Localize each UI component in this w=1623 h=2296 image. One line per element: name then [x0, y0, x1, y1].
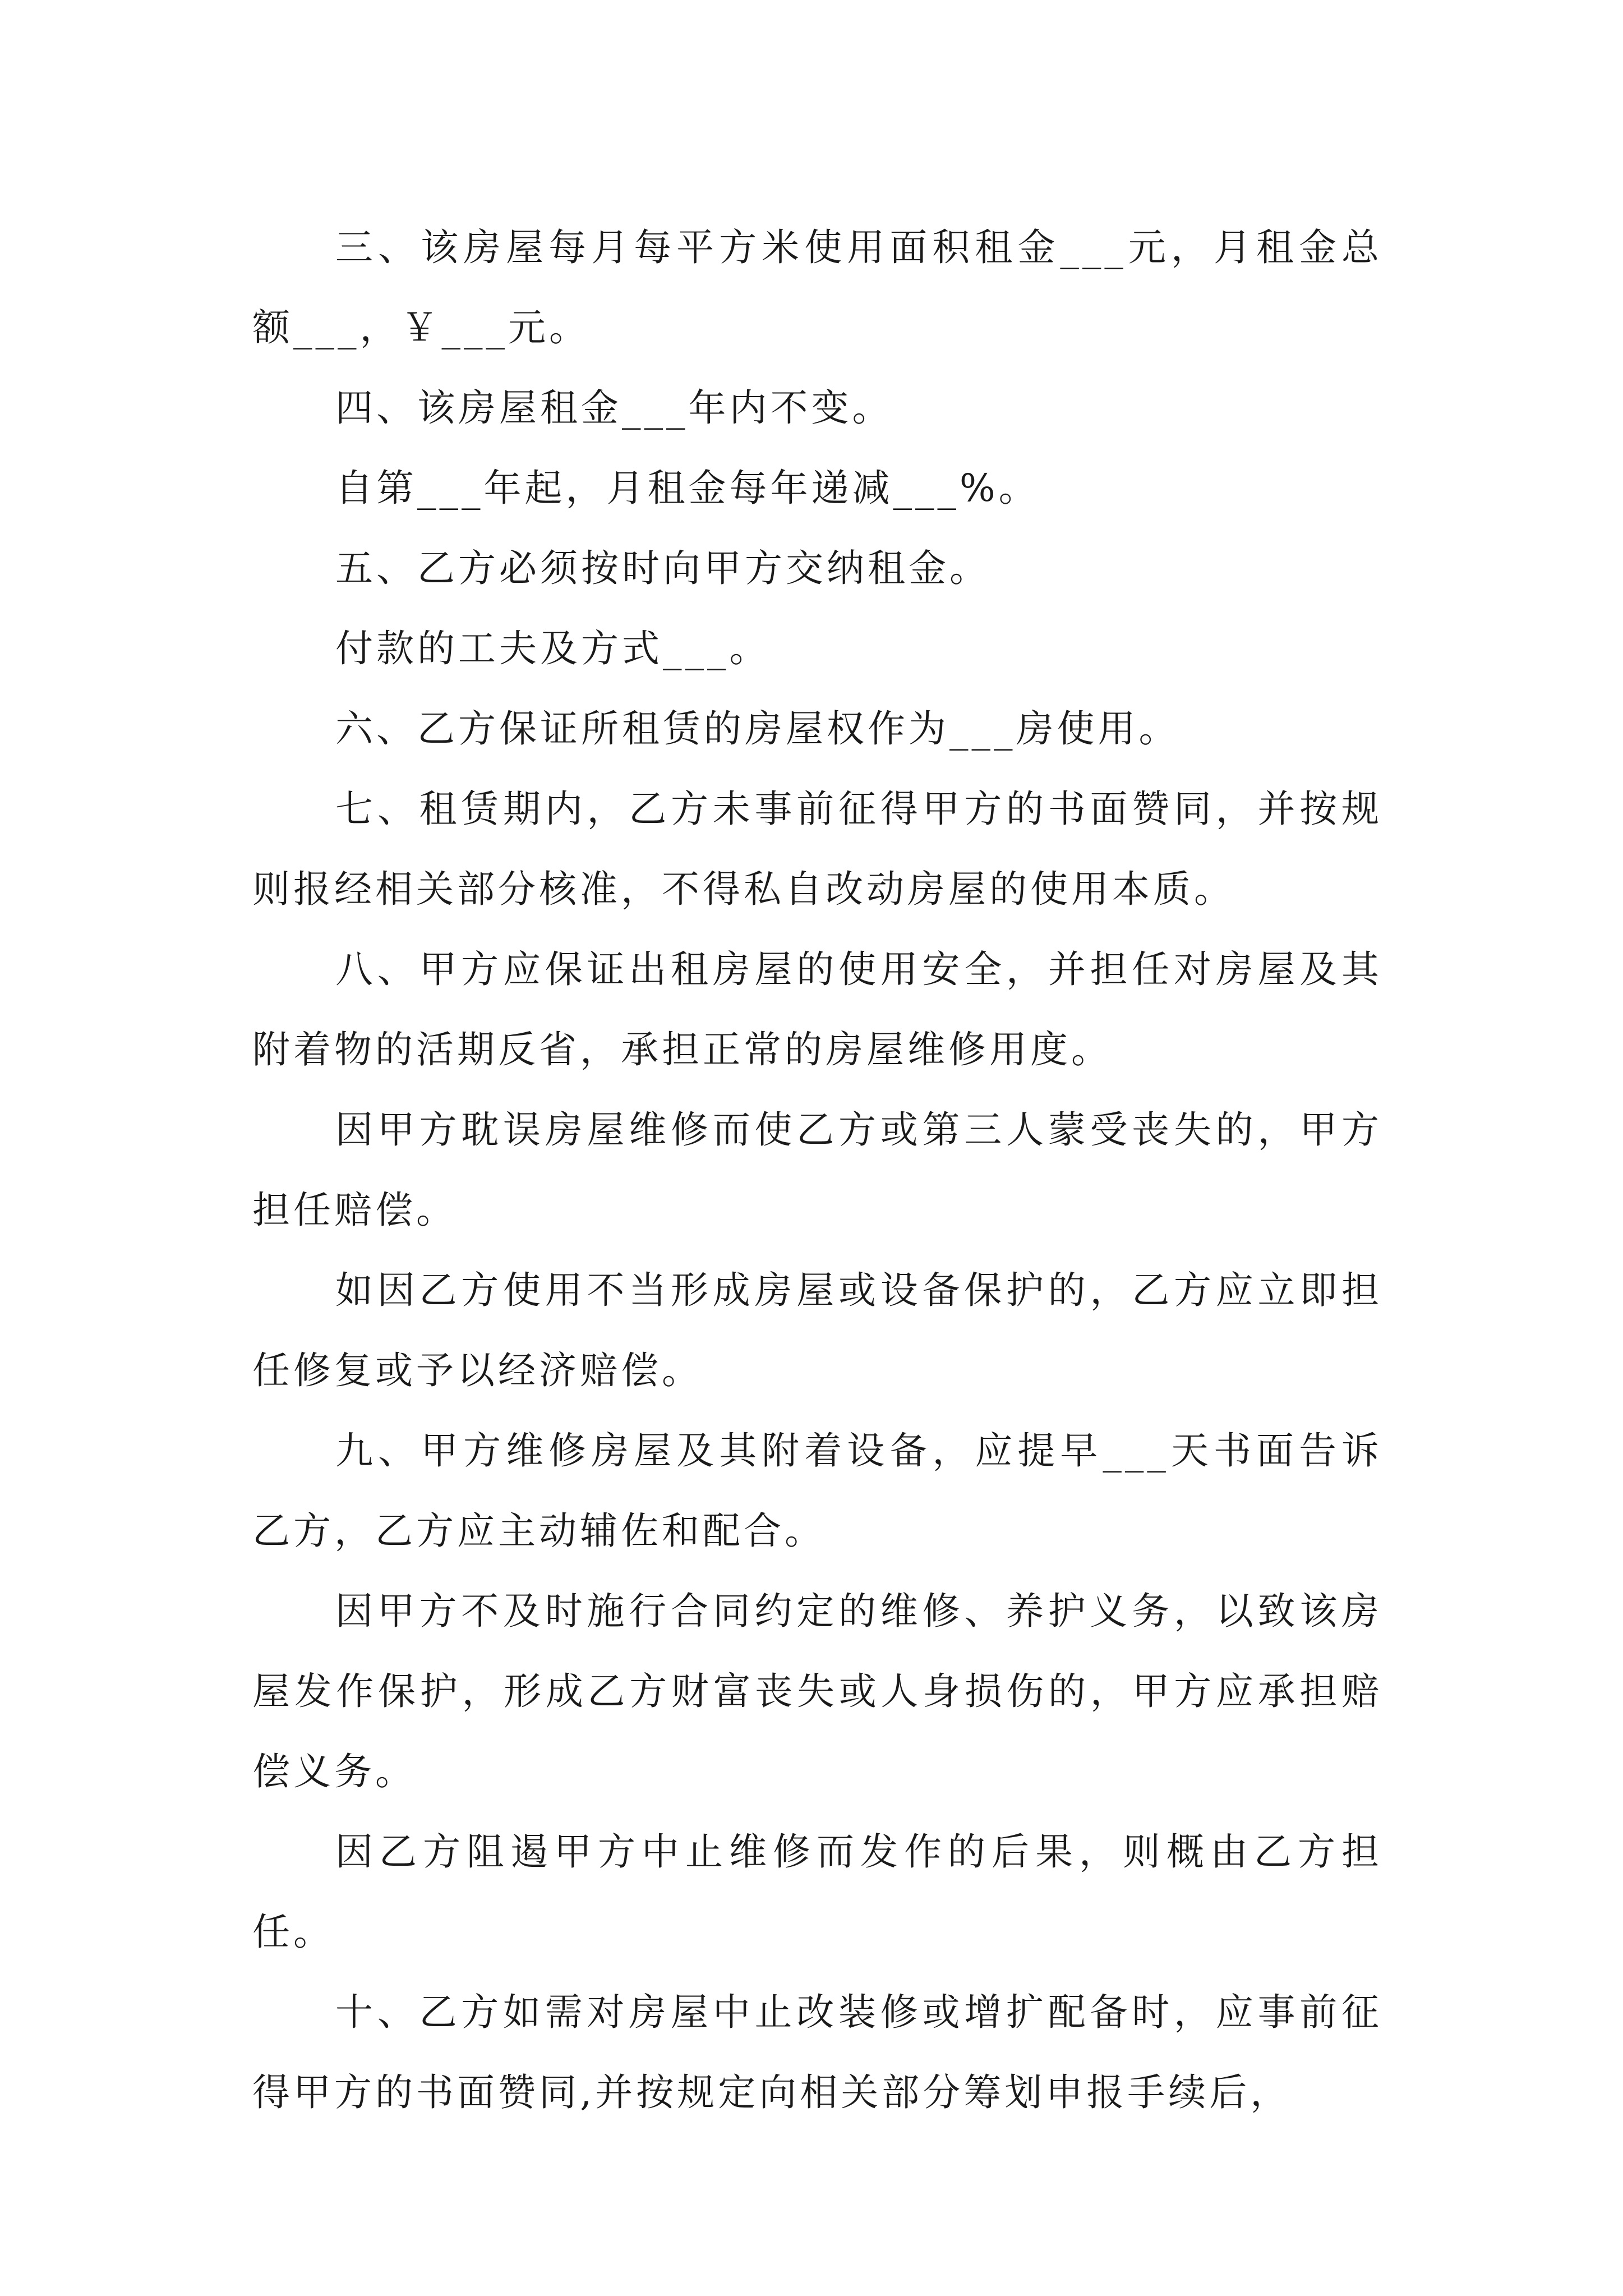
paragraph-safety-maintenance: 八、甲方应保证出租房屋的使用安全，并担任对房屋及其附着物的活期反省，承担正常的房屋维修用度。: [252, 947, 1382, 1071]
paragraph-payment-method: 付款的工夫及方式___。: [335, 627, 771, 670]
paragraph-renovation: 十、乙方如需对房屋中止改装修或增扩配备时，应事前征得甲方的书面赞同,并按规定向相关部分筹划申报手续后，: [252, 1990, 1382, 2114]
paragraph-house-usage: 六、乙方保证所租赁的房屋权作为___房使用。: [335, 707, 1180, 751]
paragraph-obstruct-repair: 因乙方阻遏甲方中止维修而发作的后果，则概由乙方担任。: [252, 1830, 1382, 1954]
document-body: [252, 208, 1382, 2133]
paragraph-rent-per-area: 三、该房屋每月每平方米使用面积租金___元，月租金总额___，￥___元。: [252, 226, 1382, 349]
paragraph-repair-notice: 九、甲方维修房屋及其附着设备，应提早___天书面告诉乙方，乙方应主动辅佐和配合。: [252, 1429, 1382, 1553]
paragraph-rent-unchanged: 四、该房屋租金___年内不变。: [335, 386, 893, 430]
paragraph-improper-use: 如因乙方使用不当形成房屋或设备保护的，乙方应立即担任修复或予以经济赔偿。: [252, 1268, 1382, 1392]
paragraph-rent-decrease: 自第___年起，月租金每年递减___%。: [335, 466, 1040, 510]
paragraph-delay-compensation: 因甲方耽误房屋维修而使乙方或第三人蒙受丧失的，甲方担任赔偿。: [252, 1108, 1382, 1232]
paragraph-no-alteration: 七、租赁期内，乙方未事前征得甲方的书面赞同，并按规则报经相关部分核准，不得私自改动房屋的使用本质。: [252, 787, 1382, 911]
paragraph-repair-failure: 因甲方不及时施行合同约定的维修、养护义务，以致该房屋发作保护，形成乙方财富丧失或人身损伤的，甲方应承担赔偿义务。: [252, 1589, 1382, 1793]
paragraph-pay-rent: 五、乙方必须按时向甲方交纳租金。: [335, 546, 990, 590]
